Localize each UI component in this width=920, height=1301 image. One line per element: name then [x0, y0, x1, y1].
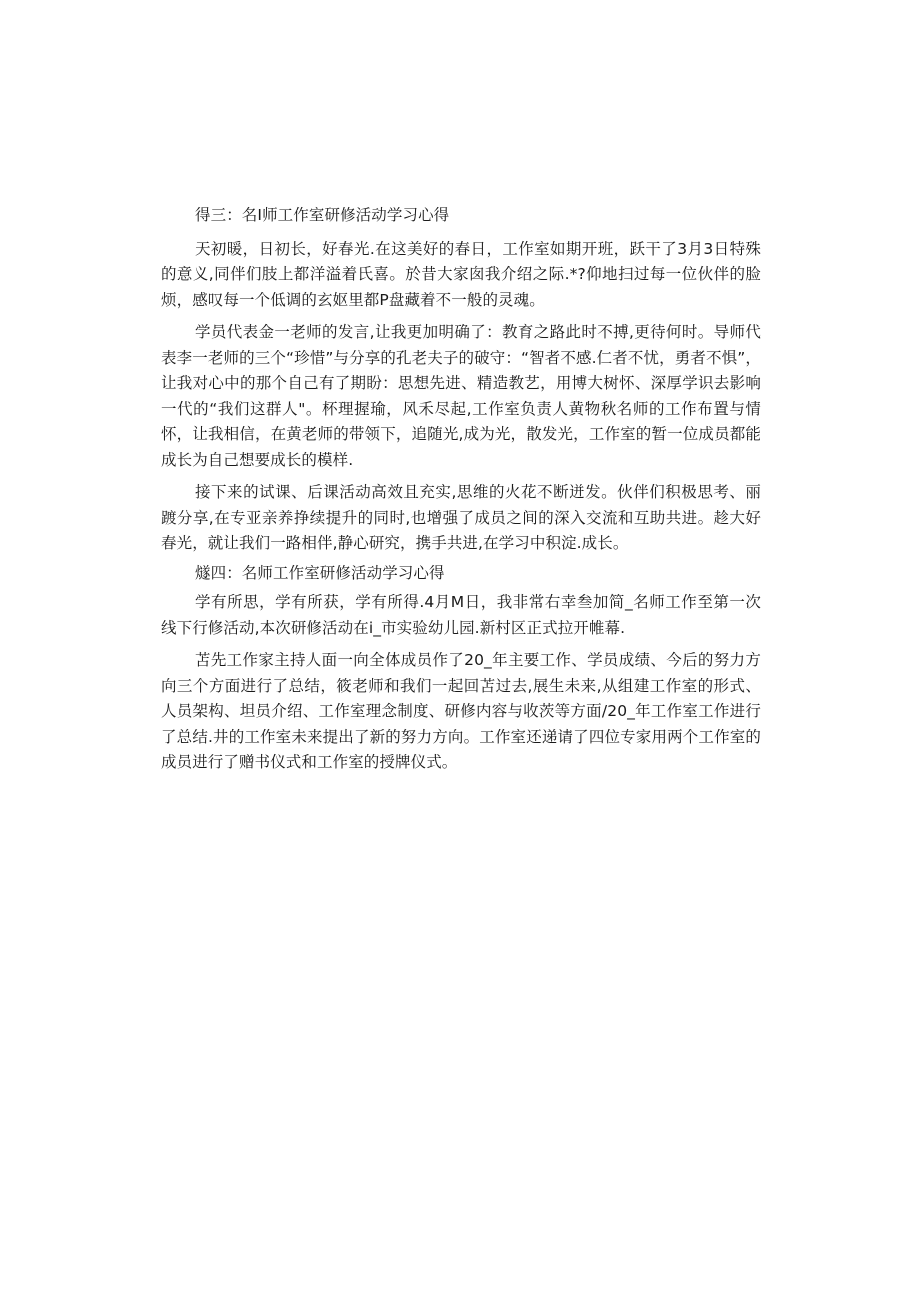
section-heading: 得三：名I师工作室研修活动学习心得 — [195, 206, 450, 224]
body-paragraph: 苫先工作家主持人面一向全体成员作了20_年主要工作、学员成绩、今后的努力方向三个方面进行了总结，筱老师和我们一起回苫过去,展生未来,从组建工作室的形式、人员架构、坦员介绍、工作室理念制度、研修内容与收茨等方面/20_年工作室工作进行了总结.井的工作室未来提出了新的努力方向。工作室还递请了四位专家用两个工作室的成员进行了赠书仪式和工作室的授牌仪式。 — [161, 651, 761, 771]
body-paragraph: 学有所思，学有所获，学有所得.4月M日，我非常右幸叁加简_名师工作至第一次线下行修活动,本次研修活动在i_市实验幼儿园.新村区正式拉开帷幕. — [161, 593, 761, 637]
body-paragraph: 接下来的试课、后课活动高效且充实,思维的火花不断迸发。伙伴们积极思考、丽踱分享,在专亚亲养挣续提升的同时,也增强了成员之间的深入交流和互助共进。趁大好春光，就让我们一路相伴,静心研究，携手共进,在学习中积淀.成长。 — [161, 483, 761, 552]
body-paragraph: 学员代表金一老师的发言,让我更加明确了：教育之路此时不搏,更待何时。导师代表李一老师的三个“珍惜”与分享的孔老夫子的破守：“智者不感.仁者不忧，勇者不惧”，让我对心中的那个自己有了期盼：思想先进、精造教艺，用博大树怀、深厚学识去影响一代的“我们这群人"。杯理握瑜，风禾尽起,工作室负责人黄物秋名师的工作布置与情怀，让我相信，在黄老师的带领下，追随光,成为光，散发光，工作室的暂一位成员都能成长为自己想要成长的模样. — [161, 323, 761, 469]
document-body — [161, 203, 761, 776]
body-paragraph: 天初暖，日初长，好春光.在这美好的春日，工作室如期开班，跃干了3月3日特殊的意义,同伴们肢上都洋溢着氏喜。於昔大家囱我介绍之际.*?仰地扫过每一位伙伴的脸烦，感叹每一个低调的玄妪里都P盘藏着不一般的灵魂。 — [161, 239, 761, 309]
section-heading: 燧四：名师工作室研修活动学习心得 — [195, 563, 445, 582]
